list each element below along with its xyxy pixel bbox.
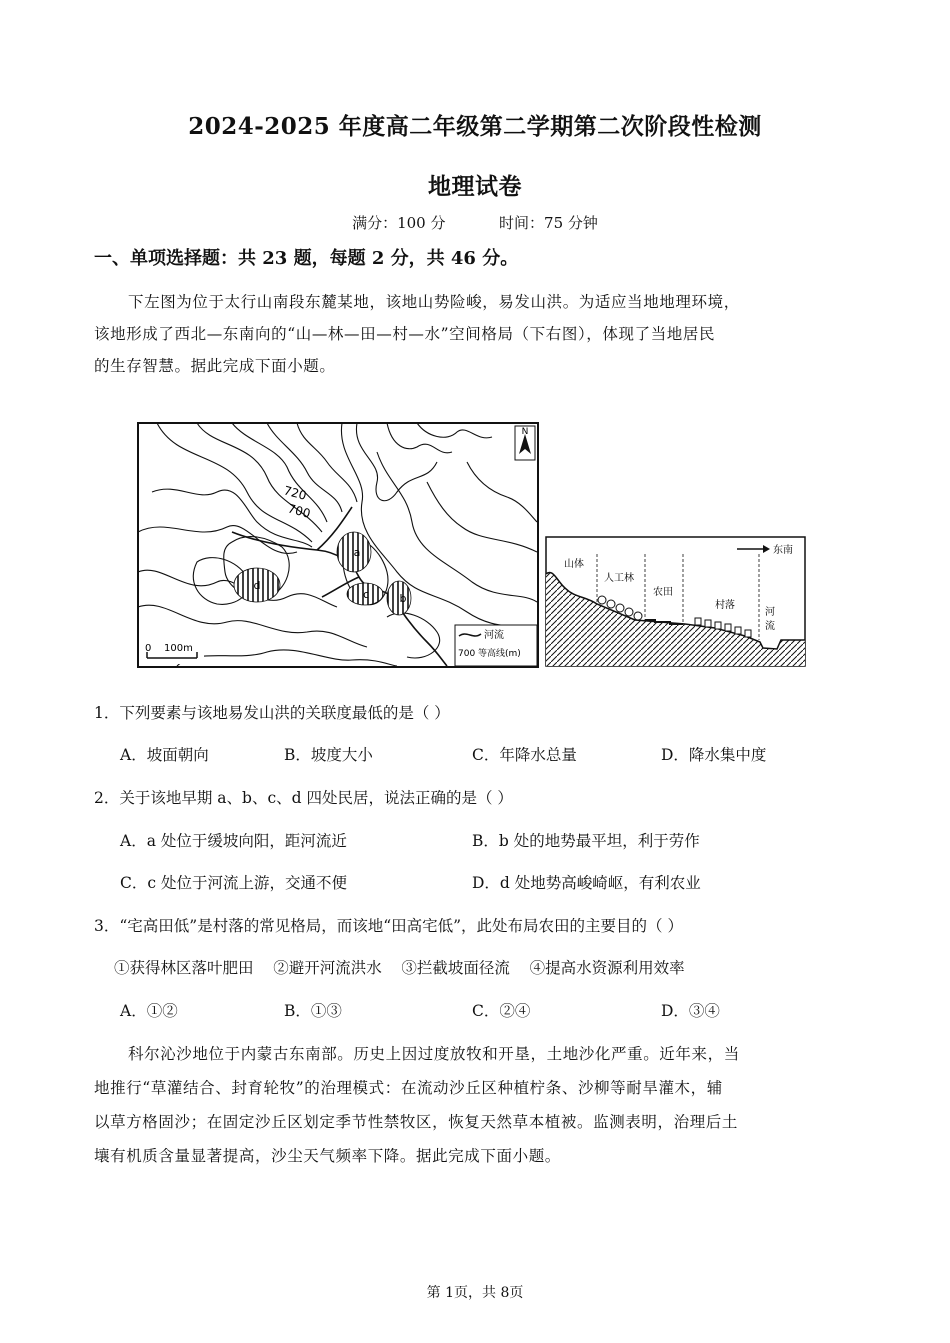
question-2-option-a[interactable]: A．a 处位于缓坡向阳，距河流近 <box>120 832 347 850</box>
section-heading: 一、单项选择题：共 23 题，每题 2 分，共 46 分。 <box>94 248 519 269</box>
question-1-stem: 1．下列要素与该地易发山洪的关联度最低的是（ ） <box>94 704 450 722</box>
question-1-option-a[interactable]: A．坡面朝向 <box>120 746 209 764</box>
question-2-option-d[interactable]: D．d 处地势高峻崎岖，有利农业 <box>472 874 701 892</box>
zone-forest: 人工林 <box>604 573 634 584</box>
label-d: d <box>253 579 261 592</box>
passage-1-line-1: 下左图为位于太行山南段东麓某地，该地山势险峻，易发山洪。为适应当地地理环境， <box>128 293 740 311</box>
contour-label-720: 720 <box>282 483 308 503</box>
question-1-option-c[interactable]: C．年降水总量 <box>472 746 577 764</box>
contour-label-700: 700 <box>286 501 312 521</box>
zone-farmland: 农田 <box>653 587 673 598</box>
question-2-option-c[interactable]: C．c 处位于河流上游，交通不便 <box>120 874 347 892</box>
scale-bar <box>142 634 204 664</box>
label-b: b <box>399 592 407 605</box>
passage-2-line-1: 科尔沁沙地位于内蒙古东南部。历史上因过度放牧和开垦，土地沙化严重。近年来，当 <box>128 1045 740 1063</box>
exam-title: 2024-2025 年度高二年级第二学期第二次阶段性检测 <box>188 113 762 140</box>
question-2-option-b[interactable]: B．b 处的地势最平坦，利于劳作 <box>472 832 700 850</box>
north-label: N <box>521 427 529 437</box>
exam-subtitle: 地理试卷 <box>428 173 522 200</box>
question-3-choices: ①获得林区落叶肥田 ②避开河流洪水 ③拦截坡面径流 ④提高水资源利用效率 <box>114 959 685 977</box>
passage-2-line-3: 以草方格固沙；在固定沙丘区划定季节性禁牧区，恢复天然草本植被。监测表明，治理后土 <box>94 1113 739 1131</box>
passage-1-line-3: 的生存智慧。据此完成下面小题。 <box>94 357 336 375</box>
zone-village: 村落 <box>715 600 735 611</box>
passage-2-line-4: 壤有机质含量显著提高，沙尘天气频率下降。据此完成下面小题。 <box>94 1147 561 1165</box>
question-2-stem: 2．关于该地早期 a、b、c、d 四处民居，说法正确的是（ ） <box>94 789 513 807</box>
exam-meta <box>0 212 950 233</box>
passage-2-line-2: 地推行“草灌结合、封育轮牧”的治理模式：在流动沙丘区种植柠条、沙柳等耐旱灌木，辅 <box>94 1079 723 1097</box>
zone-river-1: 河 <box>765 607 775 618</box>
label-c: c <box>362 588 370 601</box>
question-3-option-d[interactable]: D．③④ <box>661 1002 720 1020</box>
passage-1-line-2: 该地形成了西北—东南向的“山—林—田—村—水”空间格局（下右图），体现了当地居民 <box>94 325 716 343</box>
legend-contour: 等高线(m) <box>478 649 521 659</box>
scale-zero: 0 <box>145 643 152 654</box>
direction-label: 东南 <box>773 545 793 556</box>
contour-map-figure <box>137 422 539 668</box>
passage-1 <box>94 286 859 382</box>
legend-river: 河流 <box>484 630 504 641</box>
zone-river-2: 流 <box>765 621 775 632</box>
time-info: 时间：75 分钟 <box>499 214 598 232</box>
question-3-option-b[interactable]: B．①③ <box>284 1002 342 1020</box>
question-3-option-a[interactable]: A．①② <box>120 1002 178 1020</box>
scale-label: 100m <box>164 643 193 654</box>
page-footer: 第 1页，共 8页 <box>426 1285 524 1301</box>
score-info: 满分：100 分 <box>352 214 446 232</box>
cross-section-figure <box>545 536 806 667</box>
label-a: a <box>353 546 361 559</box>
legend-contour-value: 700 <box>458 649 476 659</box>
map-legend <box>455 625 537 666</box>
question-3-stem: 3．“宅高田低”是村落的常见格局，而该地“田高宅低”，此处布局农田的主要目的（ ） <box>94 917 683 935</box>
question-1-option-d[interactable]: D．降水集中度 <box>661 746 767 764</box>
passage-2 <box>94 1037 859 1173</box>
question-1-option-b[interactable]: B．坡度大小 <box>284 746 373 764</box>
question-3-option-c[interactable]: C．②④ <box>472 1002 531 1020</box>
north-arrow-icon <box>515 426 535 460</box>
zone-mountain: 山体 <box>564 559 584 570</box>
